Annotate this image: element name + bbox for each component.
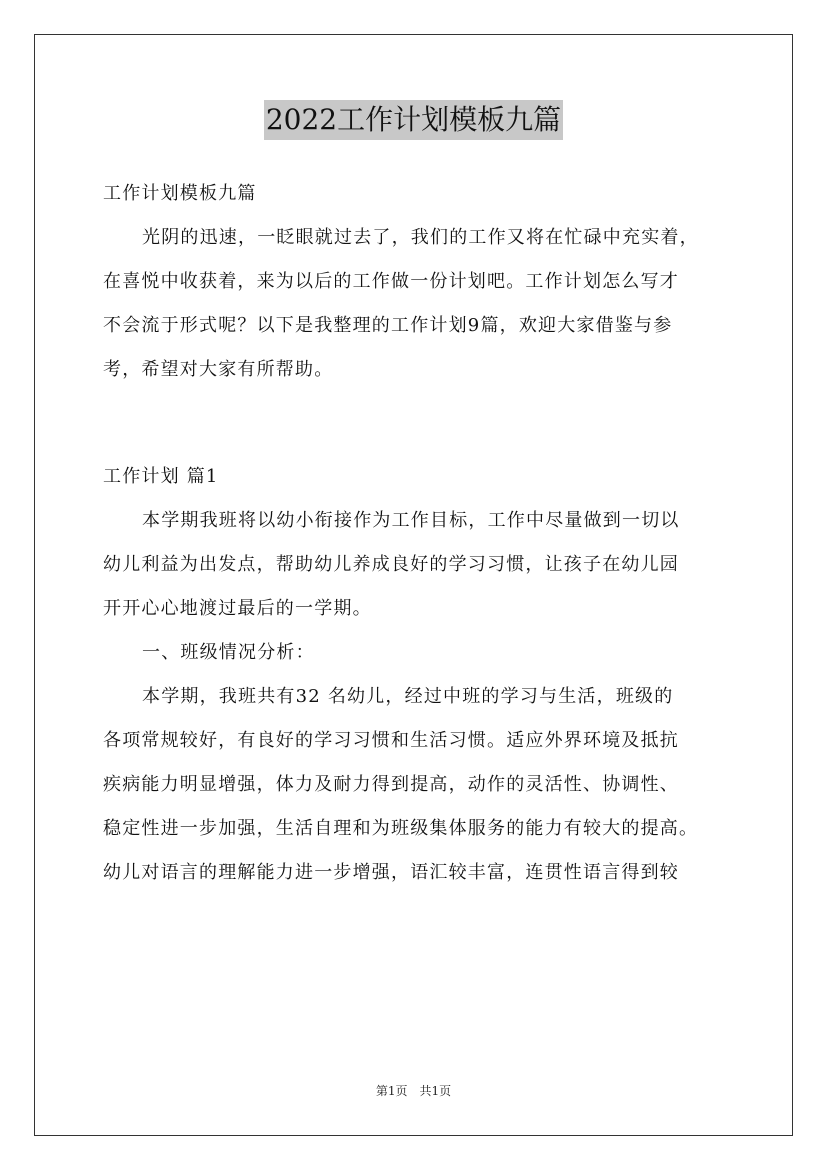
subheading: 一、班级情况分析： bbox=[142, 642, 315, 663]
section-paragraph-line: 幼儿对语言的理解能力进一步增强，语汇较丰富，连贯性语言得到较 bbox=[103, 862, 679, 883]
document-body bbox=[103, 172, 743, 895]
intro-paragraph-line: 光阴的迅速，一眨眼就过去了，我们的工作又将在忙碌中充实着， bbox=[142, 227, 699, 248]
page-number: 第1页 共1页 bbox=[375, 1084, 452, 1098]
section-paragraph-line: 开开心心地渡过最后的一学期。 bbox=[103, 598, 372, 619]
section-paragraph-line: 幼儿利益为出发点，帮助幼儿养成良好的学习习惯，让孩子在幼儿园 bbox=[103, 554, 679, 575]
section-paragraph-line: 各项常规较好，有良好的学习习惯和生活习惯。适应外界环境及抵抗 bbox=[103, 730, 679, 751]
section-paragraph-line: 本学期我班将以幼小衔接作为工作目标，工作中尽量做到一切以 bbox=[142, 510, 680, 531]
intro-heading: 工作计划模板九篇 bbox=[103, 183, 257, 204]
section-paragraph-line: 本学期，我班共有32 名幼儿，经过中班的学习与生活，班级的 bbox=[142, 686, 674, 707]
intro-paragraph-line: 在喜悦中收获着，来为以后的工作做一份计划吧。工作计划怎么写才 bbox=[103, 271, 679, 292]
paragraph-gap bbox=[103, 392, 743, 455]
section-paragraph-line: 稳定性进一步加强，生活自理和为班级集体服务的能力有较大的提高。 bbox=[103, 818, 699, 839]
page-footer bbox=[0, 1082, 827, 1099]
title-container bbox=[0, 100, 827, 140]
document-title: 2022工作计划模板九篇 bbox=[264, 100, 563, 140]
intro-paragraph-line: 不会流于形式呢？以下是我整理的工作计划9篇，欢迎大家借鉴与参 bbox=[103, 315, 673, 336]
intro-paragraph-line: 考，希望对大家有所帮助。 bbox=[103, 359, 334, 380]
section-heading: 工作计划 篇1 bbox=[103, 466, 219, 487]
section-paragraph-line: 疾病能力明显增强，体力及耐力得到提高，动作的灵活性、协调性、 bbox=[103, 774, 679, 795]
